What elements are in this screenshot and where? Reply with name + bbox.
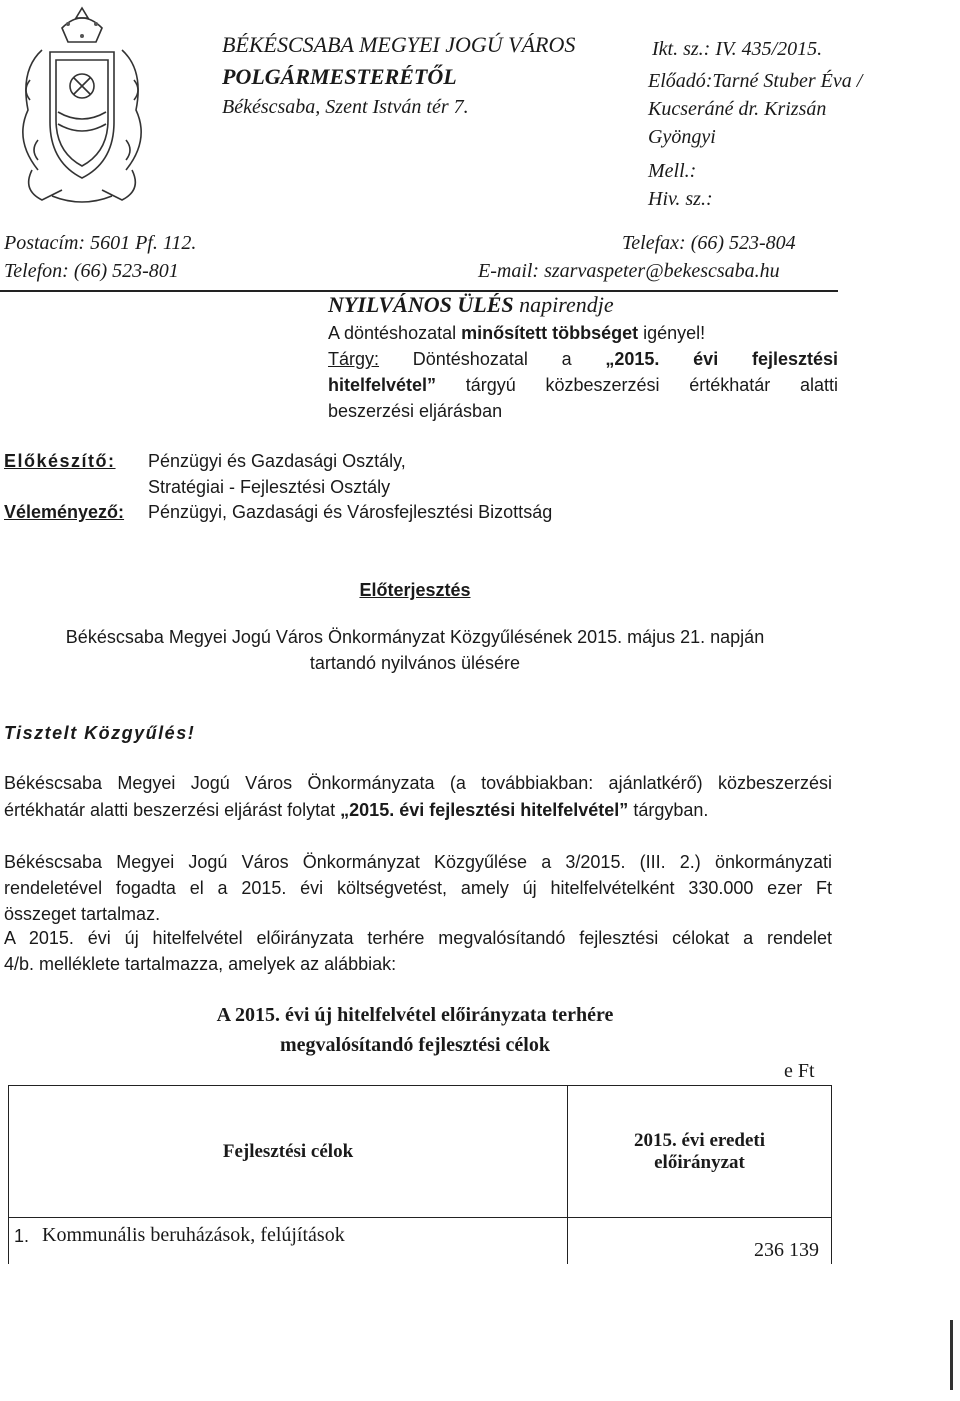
- p1-line-2: [4, 800, 708, 821]
- subject-text-2: tárgyú közbeszerzési értékhatár alatti: [436, 375, 838, 395]
- row-budget-value: 236 139: [568, 1218, 832, 1264]
- eloado-line-3: Gyöngyi: [648, 126, 716, 148]
- org-name: BÉKÉSCSABA MEGYEI JOGÚ VÁROS: [222, 32, 576, 57]
- subject-line-3: beszerzési eljárásban: [328, 401, 503, 421]
- col-header-budget: [568, 1086, 832, 1218]
- mell-field: Mell.:: [648, 160, 697, 182]
- velemenyezo-label: Véleményező:: [4, 502, 125, 522]
- phone: Telefon: (66) 523-801: [4, 260, 179, 282]
- elokeszito-line-2: Stratégiai - Fejlesztési Osztály: [148, 477, 391, 497]
- col-header-goals: Fejlesztési célok: [9, 1086, 568, 1218]
- proposal-line-2: tartandó nyilvános ülésére: [309, 653, 521, 673]
- row-goal-cell: [9, 1218, 568, 1264]
- meeting-title: [328, 292, 614, 318]
- majority-notice: [328, 323, 705, 344]
- subject-text-1: Döntéshozatal a: [379, 349, 606, 369]
- subject-label: Tárgy:: [328, 349, 380, 369]
- meeting-title-rest: napirendje: [513, 292, 614, 317]
- table-header-row: [9, 1086, 832, 1218]
- eloado-line-1: Előadó:Tarné Stuber Éva /: [648, 70, 863, 92]
- subject-line-2: [328, 375, 838, 396]
- p3-line-1: A 2015. évi új hitelfelvétel előirányzata terhére megvalósítandó fejlesztési célokat a rendelet: [4, 928, 832, 948]
- subject-line-1: [328, 349, 838, 370]
- p2-line-2: rendeletével fogadta el a 2015. évi költségvetést, amely új hitelfelvételként 330.000 ezer Ft: [4, 878, 832, 898]
- subject-bold-2: hitelfelvétel”: [328, 375, 437, 395]
- p1-line-1: Békéscsaba Megyei Jogú Város Önkormányzata (a továbbiakban: ajánlatkérő) közbeszerzési: [4, 773, 832, 793]
- p2-line-3: összeget tartalmaz.: [4, 904, 161, 924]
- table-row: [9, 1218, 832, 1264]
- goals-table: [8, 1085, 832, 1264]
- table-title-2: megvalósítandó fejlesztési célok: [280, 1034, 550, 1056]
- org-address: Békéscsaba, Szent István tér 7.: [222, 96, 469, 118]
- meeting-title-bold: NYILVÁNOS ÜLÉS: [328, 292, 514, 317]
- fax: Telefax: (66) 523-804: [622, 232, 796, 254]
- elokeszito-label: Előkészítő:: [4, 451, 116, 471]
- elokeszito-line-1: Pénzügyi és Gazdasági Osztály,: [148, 451, 406, 471]
- table-title-1: A 2015. évi új hitelfelvétel előirányzata terhére: [216, 1004, 614, 1026]
- postal-address: Postacím: 5601 Pf. 112.: [4, 232, 197, 254]
- row-number: 1.: [14, 1226, 30, 1246]
- p1-line-2-pre: értékhatár alatti beszerzési eljárást folytat: [4, 800, 341, 820]
- proposal-title: Előterjesztés: [359, 580, 471, 600]
- org-office: POLGÁRMESTERÉTŐL: [222, 64, 457, 89]
- majority-pre: A döntéshozatal: [328, 323, 462, 343]
- city-coat-of-arms-logo: [12, 0, 152, 220]
- table-unit: e Ft: [784, 1060, 815, 1082]
- ikt-number: Ikt. sz.: IV. 435/2015.: [652, 38, 823, 60]
- p2-line-1: Békéscsaba Megyei Jogú Város Önkormányzat Közgyűlése a 3/2015. (III. 2.) önkormányzati: [4, 852, 832, 872]
- majority-post: igényel!: [638, 323, 706, 343]
- velemenyezo-text: Pénzügyi, Gazdasági és Városfejlesztési Bizottság: [148, 502, 553, 522]
- col-header-budget-line-2: előirányzat: [654, 1151, 745, 1173]
- p1-line-2-bold: „2015. évi fejlesztési hitelfelvétel”: [340, 800, 629, 820]
- row-goal-name: Kommunális beruházások, felújítások: [42, 1224, 345, 1246]
- p3-line-2: 4/b. melléklete tartalmazza, amelyek az alábbiak:: [4, 954, 397, 974]
- majority-bold: minősített többséget: [461, 323, 639, 343]
- proposal-line-1: Békéscsaba Megyei Jogú Város Önkormányzat Közgyűlésének 2015. május 21. napján: [65, 627, 765, 647]
- col-header-budget-line-1: 2015. évi eredeti: [633, 1129, 766, 1151]
- subject-bold-1: „2015. évi fejlesztési: [605, 349, 838, 369]
- salutation: Tisztelt Közgyűlés!: [4, 723, 196, 743]
- scan-edge-mark: [950, 1320, 953, 1390]
- hiv-field: Hiv. sz.:: [648, 188, 713, 210]
- email: E-mail: szarvaspeter@bekescsaba.hu: [478, 260, 780, 282]
- p1-line-2-post: tárgyban.: [628, 800, 709, 820]
- eloado-line-2: Kucseráné dr. Krizsán: [648, 98, 827, 120]
